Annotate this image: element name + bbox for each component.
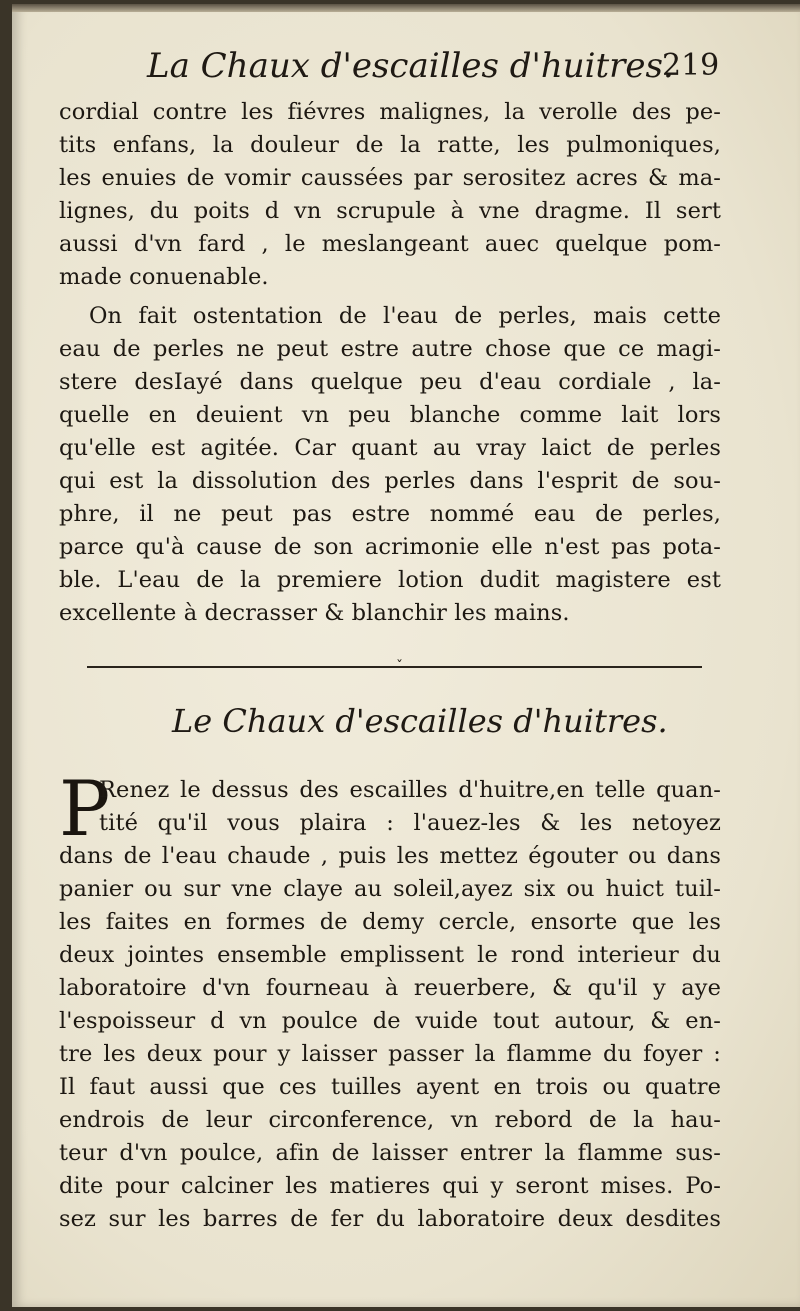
text-line: panier ou sur vne claye au soleil,ayez six ou huict tuil- <box>59 876 721 902</box>
drop-cap: P <box>59 764 111 853</box>
text-line: dans de l'eau chaude , puis les mettez égouter ou dans <box>59 843 721 869</box>
page-top-edge <box>12 4 800 12</box>
text-line: phre, il ne peut pas estre nommé eau de perles, <box>59 501 721 527</box>
text-line: tité qu'il vous plaira : l'auez-les & les netoyez <box>99 810 721 836</box>
text-line: On fait ostentation de l'eau de perles, mais cette <box>89 303 721 329</box>
text-line: sez sur les barres de fer du laboratoire deux desdites <box>59 1206 721 1232</box>
text-line: Il faut aussi que ces tuilles ayent en trois ou quatre <box>59 1074 721 1100</box>
text-line: dite pour calciner les matieres qui y seront mises. Po- <box>59 1173 721 1199</box>
text-line: deux jointes ensemble emplissent le rond interieur du <box>59 942 721 968</box>
text-line: l'espoisseur d vn poulce de vuide tout autour, & en- <box>59 1008 721 1034</box>
running-title: La Chaux d'escailles d'huitres. <box>147 46 674 86</box>
text-line: cordial contre les fiévres malignes, la verolle des pe- <box>59 99 721 125</box>
section-title: Le Chaux d'escailles d'huitres. <box>172 702 668 740</box>
text-line: parce qu'à cause de son acrimonie elle n'est pas pota- <box>59 534 721 560</box>
text-line: made conuenable. <box>59 264 269 290</box>
text-line: stere desIayé dans quelque peu d'eau cordiale , la- <box>59 369 721 395</box>
text-line: lignes, du poits d vn scrupule à vne dragme. Il sert <box>59 198 721 224</box>
book-page <box>12 4 800 1307</box>
text-line: ble. L'eau de la premiere lotion dudit magistere est <box>59 567 721 593</box>
text-line: aussi d'vn fard , le meslangeant auec quelque pom- <box>59 231 721 257</box>
running-head <box>12 46 800 96</box>
paragraph-2 <box>59 300 721 630</box>
divider-ornament-icon: ˇ <box>396 659 403 675</box>
text-line: tits enfans, la douleur de la ratte, les pulmoniques, <box>59 132 721 158</box>
text-line: eau de perles ne peut estre autre chose que ce magi- <box>59 336 721 362</box>
text-line: qu'elle est agitée. Car quant au vray laict de perles <box>59 435 721 461</box>
section-divider-rule <box>87 666 702 668</box>
text-line: excellente à decrasser & blanchir les mains. <box>59 600 570 626</box>
text-line: les faites en formes de demy cercle, ensorte que les <box>59 909 721 935</box>
paragraph-1 <box>59 96 721 294</box>
text-line: quelle en deuient vn peu blanche comme lait lors <box>59 402 721 428</box>
text-line: les enuies de vomir caussées par serositez acres & ma- <box>59 165 721 191</box>
text-line: Renez le dessus des escailles d'huitre,en telle quan- <box>99 777 721 803</box>
section-paragraph <box>59 774 721 1236</box>
text-line: tre les deux pour y laisser passer la flamme du foyer : <box>59 1041 721 1067</box>
text-line: laboratoire d'vn fourneau à reuerbere, & qu'il y aye <box>59 975 721 1001</box>
page-number: 219 <box>662 48 720 83</box>
text-line: endrois de leur circonference, vn rebord de la hau- <box>59 1107 721 1133</box>
text-line: teur d'vn poulce, afin de laisser entrer la flamme sus- <box>59 1140 721 1166</box>
text-line: qui est la dissolution des perles dans l'esprit de sou- <box>59 468 721 494</box>
